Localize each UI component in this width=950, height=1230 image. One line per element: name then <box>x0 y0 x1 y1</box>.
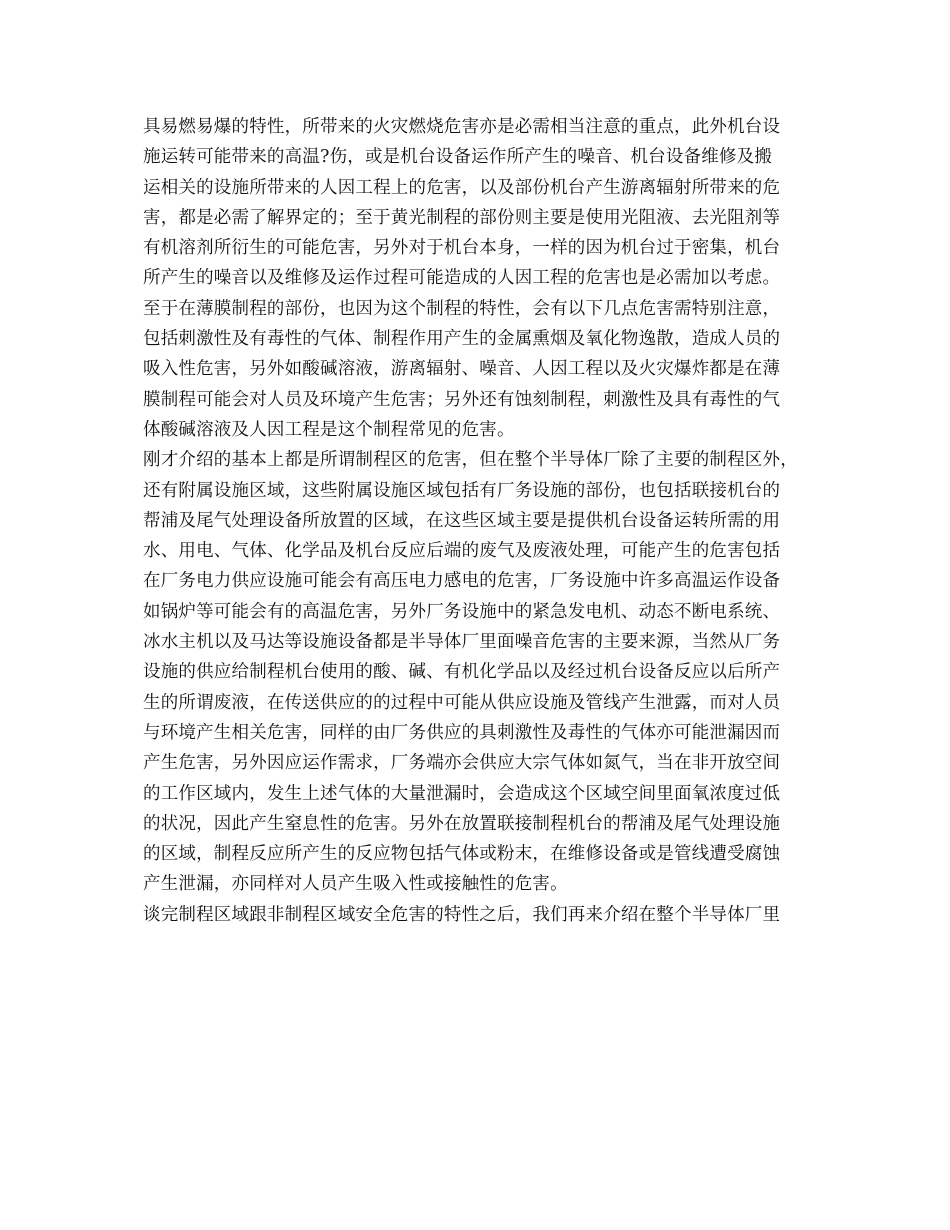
text-line: 在厂务电力供应设施可能会有高压电力感电的危害，厂务设施中许多高温运作设备 <box>143 571 781 592</box>
text-line: 具易燃易爆的特性，所带来的火灾燃烧危害亦是必需相当注意的重点，此外机台设 <box>143 117 781 137</box>
text-line: 运相关的设施所带来的人因工程上的危害，以及部份机台产生游离辐射所带来的危 <box>143 177 781 198</box>
text-line: 吸入性危害，另外如酸碱溶液，游离辐射、噪音、人因工程以及火灾爆炸都是在薄 <box>143 359 781 380</box>
text-line: 帮浦及尾气处理设备所放置的区域，在这些区域主要是提供机台设备运转所需的用 <box>143 510 781 531</box>
text-line: 体酸碱溶液及人因工程是这个制程常见的危害。 <box>143 419 515 440</box>
text-line: 有机溶剂所衍生的可能危害，另外对于机台本身，一样的因为机台过于密集，机台 <box>143 238 781 259</box>
text-line: 与环境产生相关危害，同样的由厂务供应的具刺激性及毒性的气体亦可能泄漏因而 <box>143 722 781 743</box>
text-line: 水、用电、气体、化学品及机台反应后端的废气及废液处理，可能产生的危害包括 <box>143 541 781 562</box>
text-line: 的状况，因此产生窒息性的危害。另外在放置联接制程机台的帮浦及尾气处理设施 <box>143 813 781 834</box>
body-text <box>143 112 813 930</box>
text-line: 包括刺激性及有毒性的气体、制程作用产生的金属熏烟及氧化物逸散，造成人员的 <box>143 329 781 350</box>
text-line: 谈完制程区域跟非制程区域安全危害的特性之后，我们再来介绍在整个半导体厂里 <box>143 904 781 925</box>
text-line: 害，都是必需了解界定的；至于黄光制程的部份则主要是使用光阻液、去光阻剂等 <box>143 207 781 228</box>
text-line: 产生泄漏，亦同样对人员产生吸入性或接触性的危害。 <box>143 874 568 895</box>
text-line: 膜制程可能会对人员及环境产生危害；另外还有蚀刻制程，刺激性及具有毒性的气 <box>143 389 781 410</box>
text-line: 至于在薄膜制程的部份，也因为这个制程的特性，会有以下几点危害需特别注意， <box>143 298 781 319</box>
text-line: 刚才介绍的基本上都是所谓制程区的危害，但在整个半导体厂除了主要的制程区外， <box>143 450 798 471</box>
text-line: 的工作区域内，发生上述气体的大量泄漏时，会造成这个区域空间里面氧浓度过低 <box>143 783 781 804</box>
text-line: 如锅炉等可能会有的高温危害，另外厂务设施中的紧急发电机、动态不断电系统、 <box>143 601 781 622</box>
text-line: 的区域，制程反应所产生的反应物包括气体或粉末，在维修设备或是管线遭受腐蚀 <box>143 844 781 865</box>
text-line: 产生危害，另外因应运作需求，厂务端亦会供应大宗气体如氮气，当在非开放空间 <box>143 753 781 774</box>
text-line: 设施的供应给制程机台使用的酸、碱、有机化学品以及经过机台设备反应以后所产 <box>143 662 781 683</box>
text-line: 还有附属设施区域，这些附属设施区域包括有厂务设施的部份，也包括联接机台的 <box>143 480 781 501</box>
text-line: 施运转可能带来的高温?伤，或是机台设备运作所产生的噪音、机台设备维修及搬 <box>143 147 773 168</box>
text-line: 所产生的噪音以及维修及运作过程可能造成的人因工程的危害也是必需加以考虑。 <box>143 268 781 289</box>
text-line: 生的所谓废液，在传送供应的的过程中可能从供应设施及管线产生泄露，而对人员 <box>143 692 781 713</box>
text-line: 冰水主机以及马达等设施设备都是半导体厂里面噪音危害的主要来源，当然从厂务 <box>143 632 781 653</box>
